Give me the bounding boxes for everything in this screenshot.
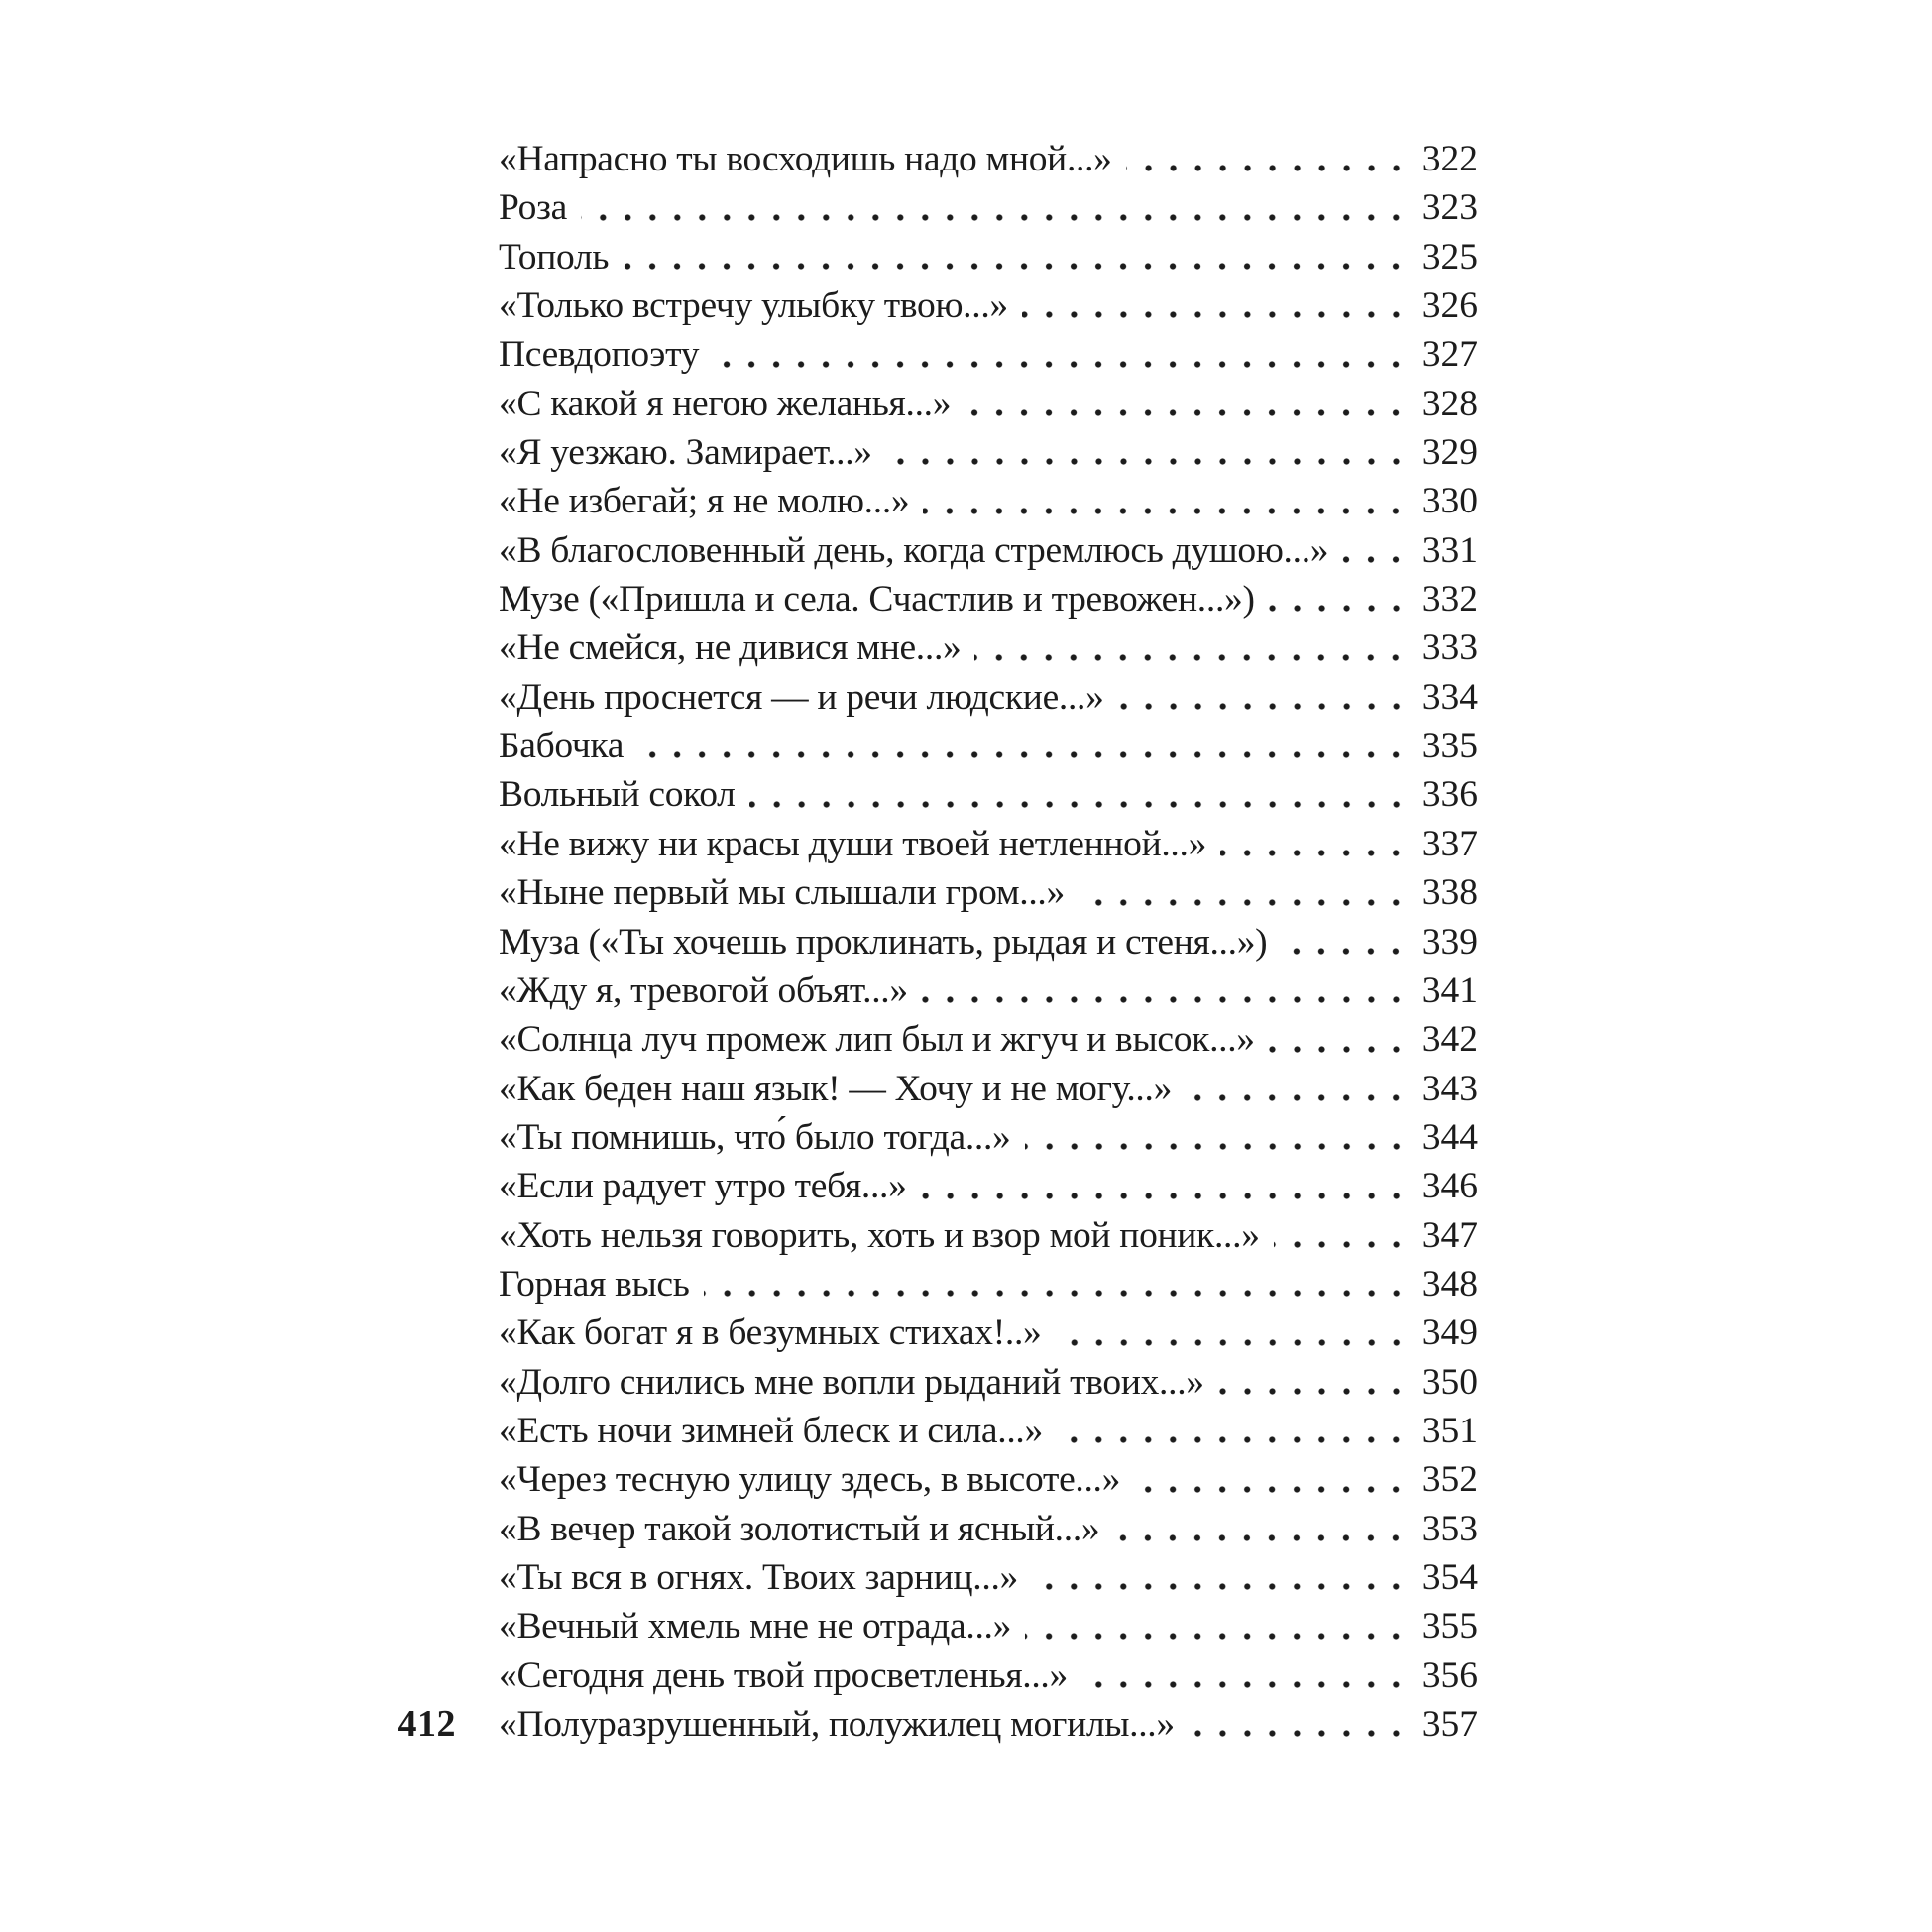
toc-entry-title: «Через тесную улицу здесь, в высоте...» <box>499 1459 1121 1501</box>
toc-entry-title: «Ты вся в огнях. Твоих зарниц...» <box>499 1556 1018 1598</box>
toc-entry-title: «Ныне первый мы слышали гром...» <box>499 872 1065 914</box>
dot-leader <box>1269 1015 1411 1064</box>
dot-leader <box>1022 282 1411 330</box>
toc-entry-title: «Полуразрушенный, полужилец могилы...» <box>499 1704 1175 1745</box>
toc-entry-title: «Есть ночи зимней блеск и сила...» <box>499 1410 1043 1451</box>
toc-entry <box>499 1260 1478 1308</box>
toc-entry <box>499 1065 1478 1113</box>
dot-leader <box>637 722 1411 770</box>
dot-leader <box>923 477 1410 525</box>
toc-entry <box>499 1358 1478 1407</box>
toc-entry-title: «Только встречу улыбку твою...» <box>499 285 1008 327</box>
table-of-contents <box>499 135 1478 1749</box>
toc-entry <box>499 966 1478 1015</box>
toc-entry-title: «Хоть нельзя говорить, хоть и взор мой поник...» <box>499 1214 1260 1256</box>
dot-leader <box>1113 1505 1410 1553</box>
toc-entry-title: Псевдопоэту <box>499 334 700 376</box>
toc-entry-title: «День проснется — и речи людские...» <box>499 676 1104 718</box>
toc-entry-page-number: 333 <box>1421 627 1478 669</box>
toc-entry-title: «Напрасно ты восходишь надо мной...» <box>499 139 1112 179</box>
dot-leader <box>921 1162 1411 1210</box>
toc-entry-page-number: 336 <box>1421 774 1478 816</box>
dot-leader <box>1274 1211 1411 1260</box>
dot-leader <box>623 233 1411 282</box>
toc-entry-page-number: 322 <box>1421 139 1478 179</box>
toc-entry <box>499 183 1478 232</box>
toc-entry-page-number: 357 <box>1421 1704 1478 1745</box>
toc-entry-title: «Жду я, тревогой объят...» <box>499 969 908 1011</box>
toc-entry <box>499 918 1478 966</box>
toc-entry-title: «Не вижу ни красы души твоей нетленной...» <box>499 823 1207 864</box>
toc-entry-page-number: 349 <box>1421 1312 1478 1354</box>
dot-leader <box>1079 868 1411 917</box>
dot-leader <box>965 380 1411 428</box>
dot-leader <box>1186 1065 1411 1113</box>
toc-entry-page-number: 329 <box>1421 432 1478 474</box>
toc-entry-page-number: 347 <box>1421 1214 1478 1256</box>
toc-entry-title: «Как богат я в безумных стихах!..» <box>499 1312 1042 1354</box>
toc-entry-page-number: 356 <box>1421 1654 1478 1696</box>
dot-leader <box>749 770 1411 819</box>
dot-leader <box>1118 673 1411 722</box>
toc-entry-page-number: 352 <box>1421 1459 1478 1501</box>
toc-entry <box>499 1113 1478 1162</box>
toc-entry-page-number: 350 <box>1421 1361 1478 1403</box>
toc-entry-title: Тополь <box>499 236 610 278</box>
toc-entry-page-number: 353 <box>1421 1508 1478 1549</box>
toc-entry <box>499 1505 1478 1553</box>
toc-entry-title: «С какой я негою желанья...» <box>499 383 952 424</box>
toc-entry-page-number: 354 <box>1421 1556 1478 1598</box>
toc-entry <box>499 1308 1478 1357</box>
toc-entry <box>499 1407 1478 1455</box>
toc-entry-page-number: 331 <box>1421 529 1478 571</box>
toc-entry <box>499 770 1478 819</box>
toc-entry <box>499 1651 1478 1700</box>
toc-entry-title: Муза («Ты хочешь проклинать, рыдая и стеня...») <box>499 921 1268 963</box>
toc-entry <box>499 1015 1478 1064</box>
toc-entry <box>499 380 1478 428</box>
dot-leader <box>1056 1308 1411 1357</box>
toc-entry-page-number: 332 <box>1421 579 1478 621</box>
toc-entry-page-number: 330 <box>1421 481 1478 522</box>
toc-entry-title: «Долго снились мне вопли рыданий твоих...» <box>499 1361 1204 1403</box>
toc-entry-page-number: 328 <box>1421 383 1478 424</box>
toc-entry-title: «Ты помнишь, что́ было тогда...» <box>499 1116 1011 1158</box>
toc-entry <box>499 135 1478 183</box>
toc-entry-page-number: 325 <box>1421 236 1478 278</box>
toc-entry-page-number: 346 <box>1421 1166 1478 1207</box>
toc-entry <box>499 526 1478 575</box>
dot-leader <box>1218 1358 1411 1407</box>
toc-entry <box>499 233 1478 282</box>
toc-entry-title: Бабочка <box>499 726 625 767</box>
toc-entry-title: «Если радует утро тебя...» <box>499 1166 907 1207</box>
toc-entry-page-number: 348 <box>1421 1263 1478 1305</box>
toc-entry <box>499 624 1478 672</box>
toc-entry-title: «Я уезжаю. Замирает...» <box>499 432 872 474</box>
dot-leader <box>1032 1553 1411 1602</box>
toc-entry <box>499 575 1478 624</box>
toc-entry-title: «Не смейся, не дивися мне...» <box>499 627 962 669</box>
dot-leader <box>1025 1113 1411 1162</box>
toc-entry-page-number: 339 <box>1421 921 1478 963</box>
toc-entry <box>499 1700 1478 1749</box>
dot-leader <box>1134 1455 1411 1504</box>
toc-entry <box>499 868 1478 917</box>
toc-entry <box>499 428 1478 477</box>
toc-entry-page-number: 337 <box>1421 823 1478 864</box>
toc-entry-title: «Не избегай; я не молю...» <box>499 481 910 522</box>
toc-entry <box>499 477 1478 525</box>
toc-entry <box>499 820 1478 868</box>
toc-entry-page-number: 338 <box>1421 872 1478 914</box>
toc-entry <box>499 1211 1478 1260</box>
toc-entry-title: Горная высь <box>499 1263 690 1305</box>
dot-leader <box>1269 575 1411 624</box>
dot-leader <box>922 966 1411 1015</box>
toc-entry-title: «В благословенный день, когда стремлюсь душою...» <box>499 529 1329 571</box>
dot-leader <box>1025 1602 1411 1650</box>
toc-entry <box>499 330 1478 379</box>
toc-entry-page-number: 344 <box>1421 1116 1478 1158</box>
dot-leader <box>1189 1700 1411 1749</box>
dot-leader <box>713 330 1411 379</box>
toc-entry-page-number: 341 <box>1421 969 1478 1011</box>
dot-leader <box>974 624 1410 672</box>
dot-leader <box>1126 135 1411 183</box>
toc-entry-page-number: 334 <box>1421 676 1478 718</box>
toc-entry-page-number: 355 <box>1421 1606 1478 1648</box>
book-page-number: 412 <box>398 1703 456 1745</box>
toc-entry-title: Роза <box>499 187 567 229</box>
dot-leader <box>886 428 1411 477</box>
toc-entry-title: «В вечер такой золотистый и ясный...» <box>499 1508 1100 1549</box>
toc-entry-page-number: 327 <box>1421 334 1478 376</box>
toc-entry <box>499 673 1478 722</box>
dot-leader <box>1057 1407 1411 1455</box>
toc-entry <box>499 282 1478 330</box>
toc-entry <box>499 1602 1478 1650</box>
toc-entry <box>499 722 1478 770</box>
toc-entry-page-number: 335 <box>1421 726 1478 767</box>
toc-entry-page-number: 342 <box>1421 1019 1478 1061</box>
dot-leader <box>1081 1651 1411 1700</box>
toc-entry-title: «Как беден наш язык! — Хочу и не могу...» <box>499 1068 1173 1109</box>
toc-entry-title: «Вечный хмель мне не отрада...» <box>499 1606 1012 1648</box>
toc-entry-page-number: 323 <box>1421 187 1478 229</box>
toc-entry-page-number: 351 <box>1421 1410 1478 1451</box>
dot-leader <box>1220 820 1411 868</box>
dot-leader <box>1281 918 1410 966</box>
toc-entry-title: Вольный сокол <box>499 774 736 816</box>
toc-entry-title: Музе («Пришла и села. Счастлив и тревожен...») <box>499 579 1255 621</box>
toc-entry-title: «Сегодня день твой просветленья...» <box>499 1654 1068 1696</box>
toc-entry <box>499 1162 1478 1210</box>
toc-entry-page-number: 326 <box>1421 285 1478 327</box>
dot-leader <box>704 1260 1411 1308</box>
toc-entry-title: «Солнца луч промеж лип был и жгуч и высок...» <box>499 1019 1255 1061</box>
dot-leader <box>581 183 1411 232</box>
toc-entry <box>499 1553 1478 1602</box>
toc-entry <box>499 1455 1478 1504</box>
dot-leader <box>1342 526 1411 575</box>
toc-entry-page-number: 343 <box>1421 1068 1478 1109</box>
